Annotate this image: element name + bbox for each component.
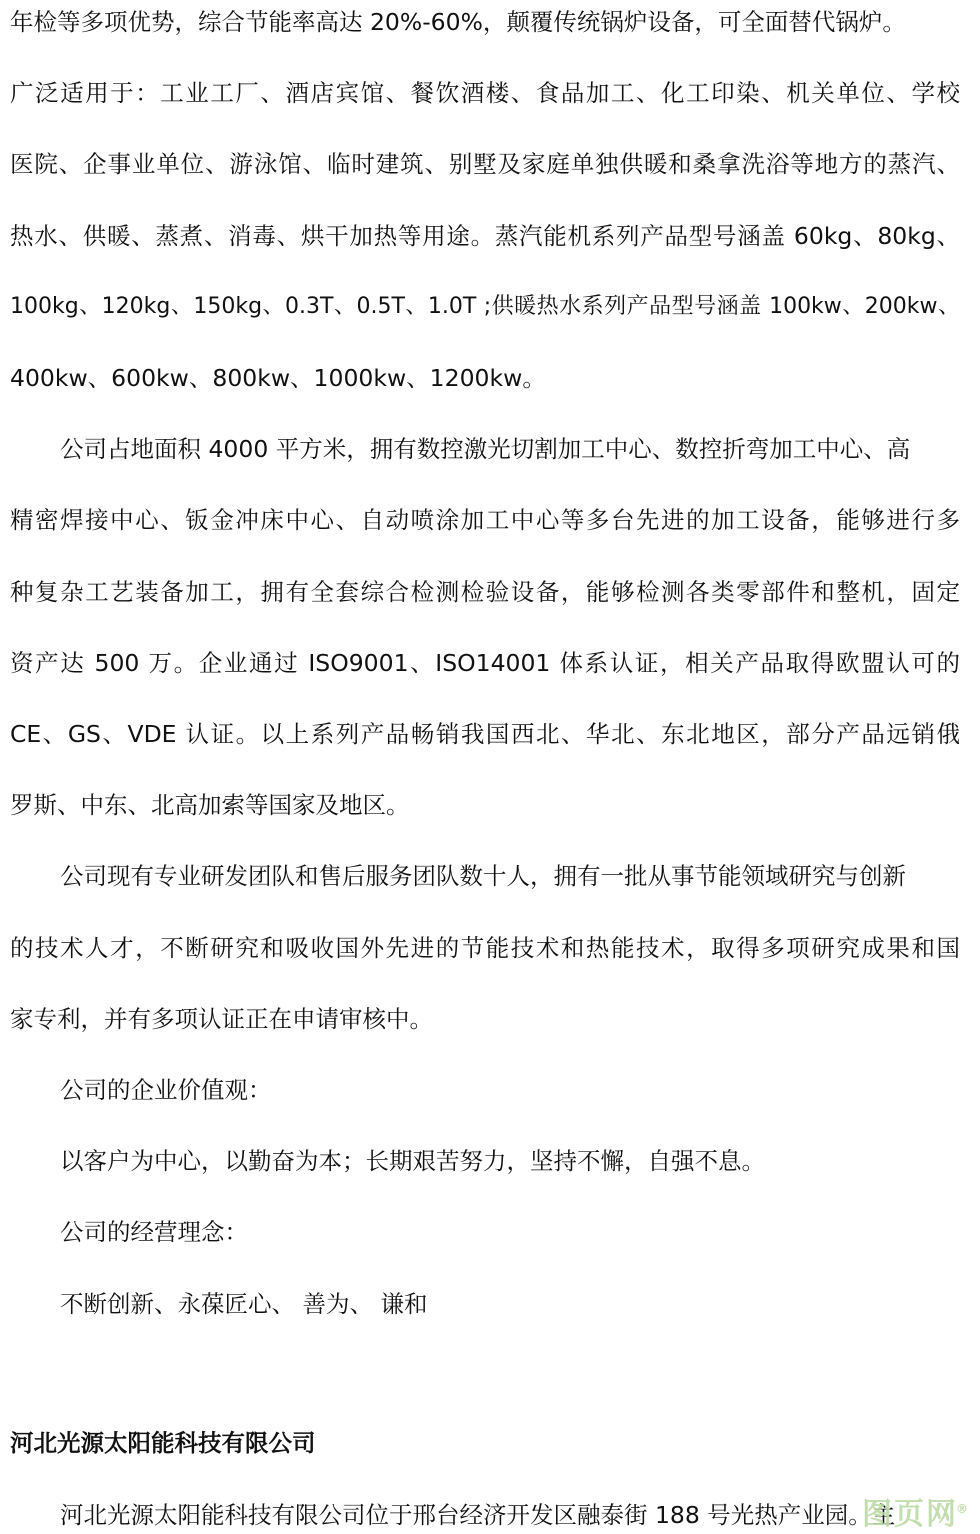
paragraph-line: 医院、企事业单位、游泳馆、临时建筑、别墅及家庭单独供暖和桑拿洗浴等地方的蒸汽、 <box>10 150 960 179</box>
paragraph-line: 年检等多项优势，综合节能率高达 20%-60%，颠覆传统锅炉设备，可全面替代锅炉。 <box>10 8 906 36</box>
paragraph-line: 资产达 500 万。企业通过 ISO9001、ISO14001 体系认证，相关产品取得欧盟认可的 <box>10 648 960 677</box>
paragraph-line: 河北光源太阳能科技有限公司位于邢台经济开发区融泰街 188 号光热产业园。主 <box>60 1501 896 1529</box>
watermark-text: 图页网 <box>862 1497 958 1532</box>
paragraph-line: 的技术人才，不断研究和吸收国外先进的节能技术和热能技术，取得多项研究成果和国 <box>10 933 960 962</box>
paragraph-line: 种复杂工艺装备加工，拥有全套综合检测检验设备，能够检测各类零部件和整机，固定 <box>10 577 960 606</box>
paragraph-line: 公司的经营理念： <box>60 1218 248 1247</box>
paragraph-line: 不断创新、永葆匠心、 善为、 谦和 <box>60 1289 428 1318</box>
paragraph-line: 公司现有专业研发团队和售后服务团队数十人，拥有一批从事节能领域研究与创新 <box>60 862 906 891</box>
paragraph-line: 400kw、600kw、800kw、1000kw、1200kw。 <box>10 364 546 392</box>
paragraph-line: 广泛适用于：工业工厂、酒店宾馆、餐饮酒楼、食品加工、化工印染、机关单位、学校 <box>10 79 960 108</box>
paragraph-line: 100kg、120kg、150kg、0.3T、0.5T、1.0T ;供暖热水系列产品型号涵盖 100kw、200kw、 <box>10 293 960 319</box>
watermark-logo <box>862 1498 972 1532</box>
company-heading: 河北光源太阳能科技有限公司 <box>10 1429 316 1457</box>
paragraph-line: 热水、供暖、蒸煮、消毒、烘干加热等用途。蒸汽能机系列产品型号涵盖 60kg、80kg、 <box>10 221 960 250</box>
paragraph-line: 公司占地面积 4000 平方米，拥有数控激光切割加工中心、数控折弯加工中心、高 <box>60 435 911 464</box>
registered-mark: ® <box>956 1502 970 1516</box>
paragraph-line: 精密焊接中心、钣金冲床中心、自动喷涂加工中心等多台先进的加工设备，能够进行多 <box>10 506 960 535</box>
paragraph-line: 以客户为中心，以勤奋为本；长期艰苦努力，坚持不懈，自强不息。 <box>60 1147 765 1176</box>
paragraph-line: 公司的企业价值观： <box>60 1076 272 1104</box>
paragraph-line: 罗斯、中东、北高加索等国家及地区。 <box>10 791 410 820</box>
paragraph-line: CE、GS、VDE 认证。以上系列产品畅销我国西北、华北、东北地区，部分产品远销俄 <box>10 720 960 748</box>
paragraph-line: 家专利，并有多项认证正在申请审核中。 <box>10 1004 433 1033</box>
